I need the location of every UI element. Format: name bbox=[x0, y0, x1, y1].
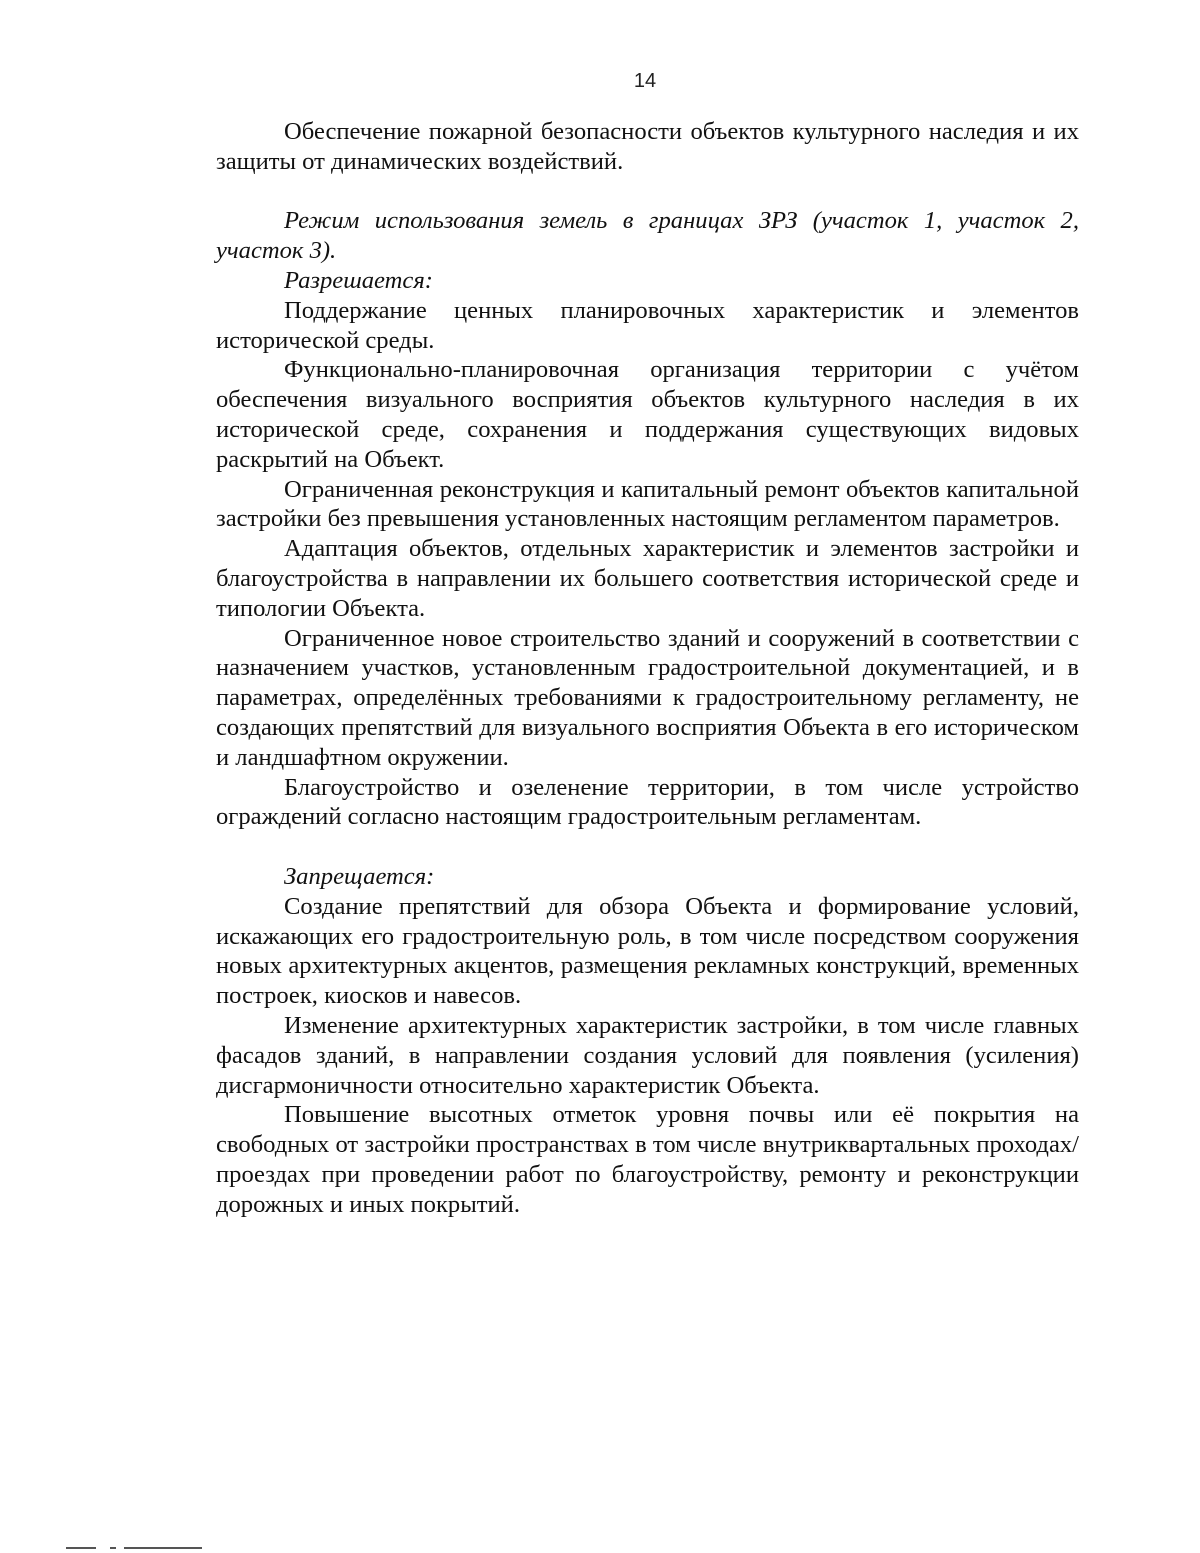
paragraph-permitted-2: Функционально-планировочная организация территории с учётом обеспечения визуального восприятия объектов культурного наследия в их исторической среде, сохранения и поддержания существующих видовых раскрытий на Объект. bbox=[216, 356, 1079, 473]
spacer bbox=[216, 177, 1079, 207]
paragraph-permitted-4: Адаптация объектов, отдельных характеристик и элементов застройки и благоустройства в направлении их большего соответствия исторической среде и типологии Объекта. bbox=[216, 535, 1079, 622]
paragraph-permitted-3: Ограниченная реконструкция и капитальный ремонт объектов капитальной застройки без превышения установленных настоящим регламентом параметров. bbox=[216, 475, 1079, 533]
document-body bbox=[216, 117, 1079, 1219]
paragraph-prohibited-1: Создание препятствий для обзора Объекта и формирование условий, искажающих его градостроительную роль, в том числе посредством сооружения новых архитектурных акцентов, размещения рекламных конструкций, временных построек, киосков и навесов. bbox=[216, 892, 1079, 1010]
paragraph-prohibited-3: Повышение высотных отметок уровня почвы или её покрытия на свободных от застройки пространствах в том числе внутриквартальных проходах/проездах при проведении работ по благоустройству, ремонту и реконструкции дорожных и иных покрытий. bbox=[216, 1101, 1079, 1218]
scan-edge-marks bbox=[66, 1547, 206, 1550]
spacer bbox=[216, 832, 1079, 862]
section-heading-land-use-regime: Режим использования земель в границах ЗРЗ (участок 1, участок 2, участок 3). bbox=[216, 207, 1079, 265]
page-number: 14 bbox=[633, 70, 657, 92]
subheading-permitted: Разрешается: bbox=[284, 266, 433, 294]
paragraph-fire-safety: Обеспечение пожарной безопасности объектов культурного наследия и их защиты от динамических воздействий. bbox=[216, 118, 1079, 175]
paragraph-prohibited-2: Изменение архитектурных характеристик застройки, в том числе главных фасадов зданий, в направлении создания условий для появления (усиления) дисгармоничности относительно характеристик Объекта. bbox=[216, 1011, 1079, 1099]
subheading-prohibited: Запрещается: bbox=[284, 862, 435, 890]
paragraph-permitted-1: Поддержание ценных планировочных характеристик и элементов исторической среды. bbox=[216, 296, 1079, 354]
paragraph-permitted-5: Ограниченное новое строительство зданий и сооружений в соответствии с назначением участков, установленным градостроительной документацией, и в параметрах, определённых требованиями к градостроительному регламенту, не создающих препятствий для визуального восприятия Объекта в его историческом и ландшафтном окружении. bbox=[216, 624, 1079, 771]
paragraph-permitted-6: Благоустройство и озеленение территории, в том числе устройство ограждений согласно настоящим градостроительным регламентам. bbox=[216, 773, 1079, 831]
